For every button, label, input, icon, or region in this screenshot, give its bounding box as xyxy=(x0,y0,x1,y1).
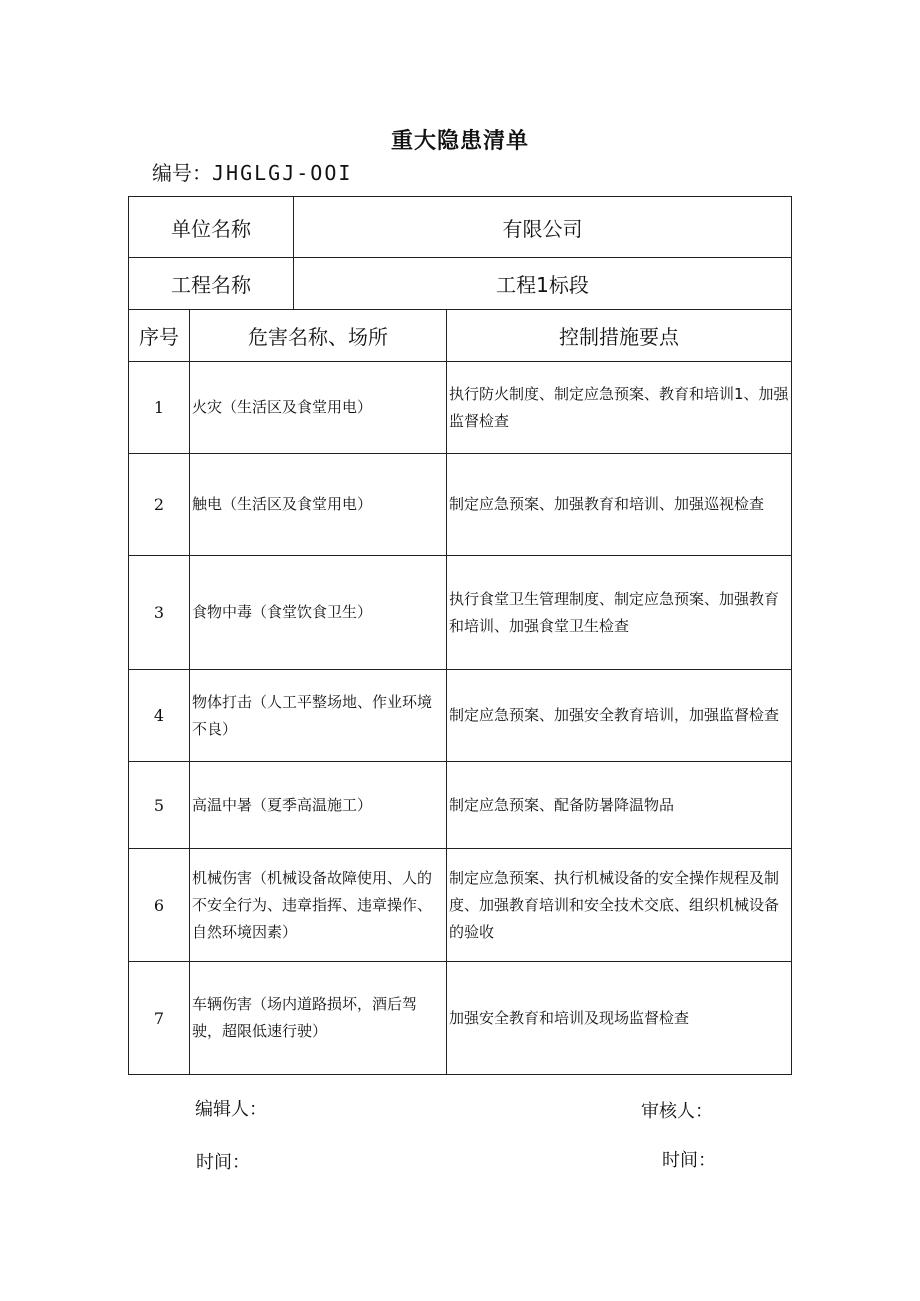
row-number: 6 xyxy=(129,849,190,962)
time-label-left: 时间： xyxy=(196,1152,250,1173)
control-cell: 制定应急预案、执行机械设备的安全操作规程及制度、加强教育培训和安全技术交底、组织机械设备的验收 xyxy=(447,849,792,962)
control-cell: 加强安全教育和培训及现场监督检查 xyxy=(447,962,792,1075)
editor-label: 编辑人： xyxy=(195,1099,267,1120)
control-cell: 制定应急预案、加强教育和培训、加强巡视检查 xyxy=(447,454,792,556)
table-row xyxy=(129,849,792,962)
hazard-cell: 食物中毒（食堂饮食卫生） xyxy=(190,556,447,670)
unit-value: 有限公司 xyxy=(294,197,792,258)
table-row xyxy=(129,362,792,454)
hazard-cell: 车辆伤害（场内道路损坏，酒后驾驶，超限低速行驶） xyxy=(190,962,447,1075)
project-row xyxy=(129,258,792,310)
col-header-no: 序号 xyxy=(129,310,190,362)
row-number: 3 xyxy=(129,556,190,670)
document-code-label: 编号： xyxy=(152,161,212,185)
time-label-right: 时间： xyxy=(662,1150,716,1171)
control-cell: 执行食堂卫生管理制度、制定应急预案、加强教育和培训、加强食堂卫生检查 xyxy=(447,556,792,670)
table-row xyxy=(129,454,792,556)
page-title: 重大隐患清单 xyxy=(390,129,529,154)
unit-row xyxy=(129,197,792,258)
table-row xyxy=(129,556,792,670)
row-number: 7 xyxy=(129,962,190,1075)
table-row xyxy=(129,962,792,1075)
table-row xyxy=(129,670,792,762)
hazard-cell: 高温中暑（夏季高温施工） xyxy=(190,762,447,849)
col-header-control: 控制措施要点 xyxy=(447,310,792,362)
project-label: 工程名称 xyxy=(129,258,294,310)
hazard-cell: 物体打击（人工平整场地、作业环境不良） xyxy=(190,670,447,762)
row-number: 4 xyxy=(129,670,190,762)
row-number: 1 xyxy=(129,362,190,454)
document-code xyxy=(152,157,352,186)
project-value: 工程1标段 xyxy=(294,258,792,310)
column-header-row xyxy=(129,310,792,362)
col-header-hazard: 危害名称、场所 xyxy=(190,310,447,362)
control-cell: 制定应急预案、加强安全教育培训，加强监督检查 xyxy=(447,670,792,762)
row-number: 2 xyxy=(129,454,190,556)
hazard-cell: 火灾（生活区及食堂用电） xyxy=(190,362,447,454)
control-cell: 执行防火制度、制定应急预案、教育和培训1、加强监督检查 xyxy=(447,362,792,454)
hazard-cell: 机械伤害（机械设备故障使用、人的不安全行为、违章指挥、违章操作、自然环境因素） xyxy=(190,849,447,962)
table-row xyxy=(129,762,792,849)
control-cell: 制定应急预案、配备防暑降温物品 xyxy=(447,762,792,849)
unit-label: 单位名称 xyxy=(129,197,294,258)
document-code-value: JHGLGJ-OOI xyxy=(212,161,353,185)
hazard-cell: 触电（生活区及食堂用电） xyxy=(190,454,447,556)
reviewer-label: 审核人： xyxy=(641,1101,713,1122)
row-number: 5 xyxy=(129,762,190,849)
hazard-table xyxy=(128,196,792,1075)
